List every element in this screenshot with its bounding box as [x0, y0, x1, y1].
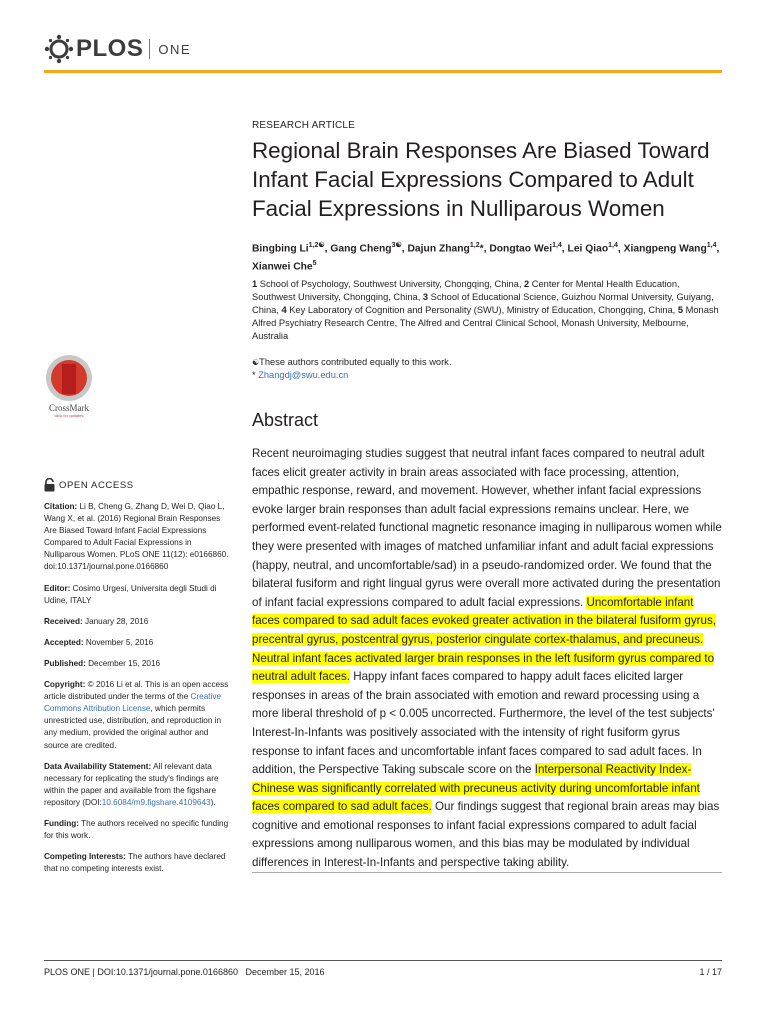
affiliation-number: 3 [422, 292, 429, 302]
open-lock-icon [44, 478, 55, 492]
article-title: Regional Brain Responses Are Biased Toward Infant Facial Expressions Compared to Adult Facial Expressions in Nulliparous Women [252, 138, 710, 221]
abstract-text: Happy infant faces compared to happy adult faces elicited larger responses in areas of the brain associated with emotion and reward processing using a more liberal threshold of p < 0.005 uncorrected. Furthermore, the level of the test subjects' Interest-In-Infants was positively associated with the intensity of right fusiform gyrus response to infant faces and uncomfortable infant faces compared to sad adult faces. In addition, the Perspective Taking subscale score on the [252, 670, 715, 777]
author-affiliation-marker: 1,2 [469, 242, 480, 249]
author-name: Dajun Zhang [407, 243, 470, 255]
author-list: Bingbing $Li^{1,2☯}$, Gang Cheng$^{3☯}$, Dajun Zhang$^{1,2}$*, Dongtao Wei$^{1,4}$, Lei Qiao$^{1,4}$, Xiangpeng Wang$^{1,4}$, Xianwei Che$^5$ [252, 242, 720, 273]
figshare-doi-link[interactable]: 10.6084/m9.figshare.4109643 [101, 797, 211, 807]
author-affiliation-marker: 5 [312, 260, 317, 268]
abstract-end-rule [252, 872, 722, 873]
author-name: Xianwei Che [252, 261, 313, 273]
header-rule [44, 70, 722, 73]
license-link[interactable]: Creative Commons Attribution License [44, 692, 222, 714]
equal-contribution-note: ☯These authors contributed equally to this work. [252, 357, 452, 367]
open-access-label: OPEN ACCESS [59, 479, 134, 491]
affiliation-number: 2 [524, 279, 530, 289]
article-metadata [44, 501, 234, 884]
author-name: Dongtao Wei [489, 243, 553, 255]
funding-block: Funding: The authors received no specific funding for this work. [44, 818, 229, 841]
copyright-block: Copyright: © 2016 Li et al. This is an open access article distributed under the terms of the Creative Commons Attribution License, which permits unrestricted use, distribution, and reproduction in any medium, provided the original author and source are credited. [44, 680, 229, 750]
author-name: Gang Cheng [330, 243, 392, 255]
article-type: RESEARCH ARTICLE [252, 120, 356, 131]
author-affiliation-marker: 1,4 [706, 242, 717, 249]
crossmark-sub: click for updates [54, 413, 84, 418]
affiliation-text: School of Educational Science, Guizhou Normal University, Guiyang, China, [252, 292, 714, 315]
abstract-highlight: Uncomfortable infant faces compared to sad adult faces evoked greater activation in the bilateral fusiform gyrus, precentral gyrus, postcentral gyrus, posterior cingulate cortex-thalamus, and precuneus. Neutral infant faces activated larger brain responses in the left fusiform gyrus compared to neutral adult faces. [252, 595, 716, 684]
logo-divider [149, 39, 150, 59]
data-availability-block: Data Availability Statement: All relevant data necessary for replicating the study's findings are within the paper and available from the figshare repository (DOI:10.6084/m9.figshare.4109643). [44, 761, 219, 807]
crossmark-label: CrossMark [49, 403, 89, 413]
competing-interests-block: Competing Interests: The authors have declared that no competing interests exist. [44, 852, 226, 874]
author-affiliation-marker: 3☯ [391, 242, 402, 249]
editor-block: Editor: Cosimo Urgesi, Universita degli Studi di Udine, ITALY [44, 583, 217, 605]
abstract-highlight: Interpersonal Reactivity Index-Chinese was significantly correlated with precuneus activity during uncomfortable infant faces compared to sad adult faces. [252, 763, 700, 814]
accepted-block: Accepted: November 5, 2016 [44, 637, 154, 647]
affiliations [252, 278, 722, 343]
affiliation-text: School of Psychology, Southwest University, Chongqing, China, [259, 279, 525, 289]
footer-rule [44, 960, 722, 961]
published-block: Published: December 15, 2016 [44, 658, 161, 668]
abstract-body [252, 445, 724, 873]
corresponding-author: * Zhangdj@swu.edu.cn [252, 370, 349, 380]
abstract-text: Recent neuroimaging studies suggest that neutral infant faces compared to neutral adult faces elicit greater activity in brain areas associated with face processing, attention, empathic response, reward, and movement. However, whether infant facial expressions evoke larger brain responses than adult facial expressions remains unclear. Here, we performed event-related functional magnetic resonance imaging in nulliparous women while they were presented with images of matched unfamiliar infant and adult facial expressions (happy, neutral, and uncomfortable/sad) in a pseudo-randomized order. We found that the bilateral fusiform and right lingual gyrus were overall more activated during the presentation of infant facial expressions compared to adult facial expressions. [252, 447, 722, 609]
logo-plos-text: PLOS [76, 35, 144, 62]
plos-one-logo [44, 34, 191, 64]
corresponding-email-link[interactable]: Zhangdj@swu.edu.cn [258, 370, 349, 380]
received-block: Received: January 28, 2016 [44, 616, 149, 626]
footer-date: December 15, 2016 [245, 967, 325, 977]
author-affiliation-marker: 1,4 [608, 242, 618, 249]
affiliation-text: Monash Alfred Psychiatry Research Centre, The Alfred and Central Clinical School, Monash University, Melbourne, Australia [252, 305, 719, 341]
author-name: Lei Qiao [567, 243, 609, 255]
affiliation-text: Key Laboratory of Cognition and Personality (SWU), Ministry of Education, Chongqing, China, [289, 305, 678, 315]
affiliation-text: Center for Mental Health Education, Southwest University, Chongqing, China, [252, 279, 680, 302]
author-affiliation-marker: 1,2☯ [308, 242, 325, 249]
citation-block: Citation: Li B, Cheng G, Zhang D, Wei D, Qiao L, Wang X, et al. (2016) Regional Brain Responses Are Biased Toward Infant Facial Expressions Compared to Adult Facial Expressions in Nulliparous Women. PLoS ONE 11(12): e0166860. doi:10.1371/journal.pone.0166860 [44, 502, 229, 572]
affiliation-number: 5 [677, 305, 684, 315]
page-number: 1 / 17 [699, 967, 722, 977]
author-name: Xiangpeng Wang [623, 243, 707, 255]
affiliation-number: 4 [281, 305, 287, 315]
author-name: Bingbing Li [252, 243, 309, 255]
affiliation-number: 1 [252, 279, 258, 289]
footer-citation: PLOS ONE | DOI:10.1371/journal.pone.0166860 December 15, 2016 [44, 967, 325, 977]
plos-logo-icon [44, 34, 74, 64]
author-affiliation-marker: 1,4 [552, 242, 562, 249]
crossmark-badge[interactable] [44, 355, 96, 418]
logo-journal-text: ONE [158, 41, 192, 57]
equal-contribution-icon: ☯ [252, 358, 260, 367]
crossmark-icon [46, 355, 92, 401]
abstract-text: Our findings suggest that regional brain areas may bias cognitive and emotional responses to infant facial expressions compared to adult facial expressions among nulliparous women, and this bias may be modulated by individual differences in Interest-In-Infants and perspective taking ability. [252, 800, 720, 870]
abstract-heading: Abstract [252, 410, 319, 430]
open-access-badge [44, 478, 134, 492]
